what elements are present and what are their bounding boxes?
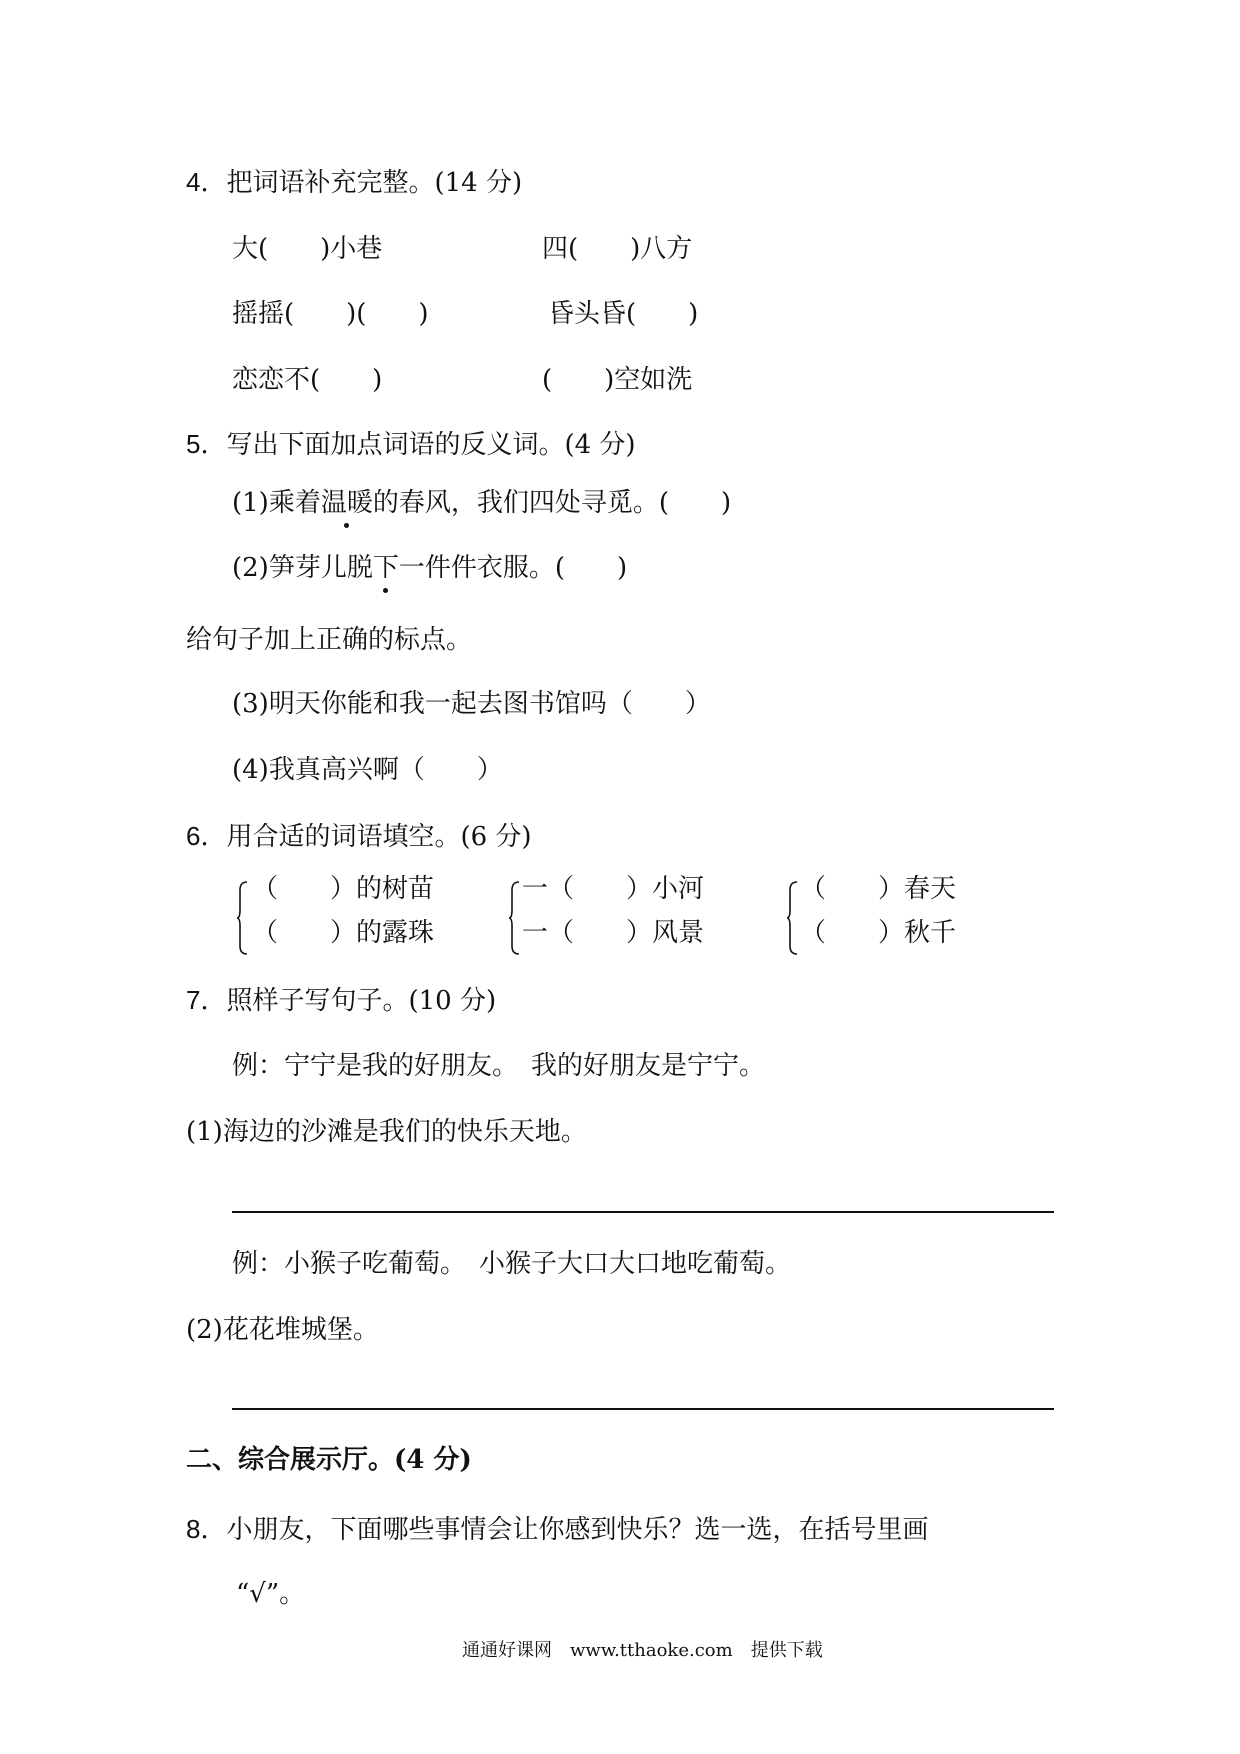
q8-continuation: “√”。: [236, 1579, 306, 1609]
q4-title: 4．把词语补充完整。(14 分): [186, 167, 523, 198]
q5-title: 5．写出下面加点词语的反义词。(4 分): [186, 429, 636, 460]
q6-group2-item: 一（ ）小河: [522, 874, 705, 904]
q6-group1-item: （ ）的树苗: [252, 874, 435, 904]
q6-title: 6．用合适的词语填空。(6 分): [186, 821, 532, 852]
q7-prompt-2: (2)花花堆城堡。: [186, 1315, 379, 1345]
dotted-word: 下: [372, 553, 399, 583]
q7-example-1: 例：宁宁是我的好朋友。 我的好朋友是宁宁。: [232, 1051, 766, 1081]
q6-group2-item: 一（ ）风景: [522, 918, 705, 948]
punctuation-title: 给句子加上正确的标点。: [186, 625, 473, 655]
q8-title: 8．小朋友，下面哪些事情会让你感到快乐？选一选，在括号里画: [186, 1514, 929, 1545]
q5-sentence-3: (3)明天你能和我一起去图书馆吗（ ）: [232, 689, 711, 719]
brace-icon: [236, 880, 248, 956]
q5-sentence-4: (4)我真高兴啊（ ）: [232, 755, 503, 785]
q5-sentence-1: (1)乘着温暖的春风，我们四处寻觅。( ): [232, 488, 732, 518]
q4-item: 恋恋不( ): [232, 365, 383, 395]
dotted-word: 温暖: [320, 488, 373, 518]
q4-item: 四( )八方: [542, 234, 693, 264]
answer-line: [232, 1408, 1054, 1410]
q7-example-2: 例：小猴子吃葡萄。 小猴子大口大口地吃葡萄。: [232, 1249, 792, 1279]
q6-group1-item: （ ）的露珠: [252, 918, 435, 948]
footer-text: 通通好课网 www.tthaoke.com 提供下载: [462, 1640, 823, 1661]
q6-group3-item: （ ）春天: [800, 874, 957, 904]
brace-icon: [508, 880, 520, 956]
q4-item: 大( )小巷: [232, 234, 383, 264]
q4-item: 摇摇( )( ): [232, 299, 429, 329]
q7-prompt-1: (1)海边的沙滩是我们的快乐天地。: [186, 1117, 587, 1147]
q7-title: 7．照样子写句子。(10 分): [186, 985, 497, 1016]
q4-item: ( )空如洗: [542, 365, 693, 395]
answer-line: [232, 1211, 1054, 1213]
q5-sentence-2: (2)笋芽儿脱下一件件衣服。( ): [232, 553, 628, 583]
q6-group3-item: （ ）秋千: [800, 918, 957, 948]
brace-icon: [786, 880, 798, 956]
section-title: 二、综合展示厅。(4 分): [186, 1445, 472, 1475]
q4-item: 昏头昏( ): [548, 299, 699, 329]
